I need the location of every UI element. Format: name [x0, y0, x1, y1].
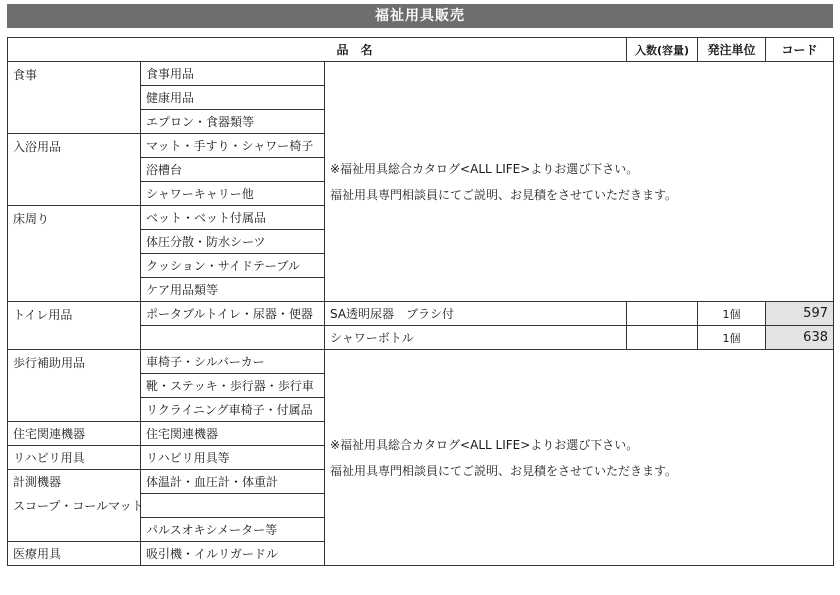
category-bed: 床周り — [8, 206, 141, 302]
category-meal: 食事 — [8, 62, 141, 134]
sub-item: ベット・ベット付属品 — [141, 206, 325, 230]
category-medical: 医療用具 — [8, 542, 141, 566]
category-rehab: リハビリ用具 — [8, 446, 141, 470]
sub-item: 健康用品 — [141, 86, 325, 110]
sub-item: クッション・サイドテーブル — [141, 254, 325, 278]
catalog-note-line1: ※福祉用具総合カタログ<ALL LIFE>よりお選び下さい。 — [330, 161, 639, 176]
category-scoop: スコープ・コールマット — [13, 499, 144, 513]
product-row — [8, 302, 834, 326]
sub-item: 車椅子・シルバーカー — [141, 350, 325, 374]
product-code: 638 — [766, 326, 834, 350]
product-code: 597 — [766, 302, 834, 326]
header-unit: 発注単位 — [698, 38, 766, 62]
category-empty — [8, 518, 141, 542]
category-toilet: トイレ用品 — [8, 302, 141, 350]
product-table — [7, 37, 834, 566]
sub-item: リハビリ用具等 — [141, 446, 325, 470]
header-code: コード — [766, 38, 834, 62]
product-unit: 1個 — [698, 326, 766, 350]
sub-item-empty — [141, 494, 325, 518]
sub-item: 住宅関連機器 — [141, 422, 325, 446]
sub-item: 吸引機・イルリガードル — [141, 542, 325, 566]
sub-item: エプロン・食器類等 — [141, 110, 325, 134]
header-name: 品 名 — [8, 38, 627, 62]
sub-item: 食事用品 — [141, 62, 325, 86]
sub-item: ケア用品類等 — [141, 278, 325, 302]
product-qty — [627, 326, 698, 350]
category-bath: 入浴用品 — [8, 134, 141, 206]
category-housing: 住宅関連機器 — [8, 422, 141, 446]
sub-item-empty — [141, 326, 325, 350]
sub-item: パルスオキシメーター等 — [141, 518, 325, 542]
sub-item: ポータブルトイレ・尿器・便器 — [141, 302, 325, 326]
sub-item: 体温計・血圧計・体重計 — [141, 470, 325, 494]
page-title: 福祉用具販売 — [7, 4, 833, 28]
product-qty — [627, 302, 698, 326]
header-row — [8, 38, 834, 62]
category-scoop-cell — [8, 494, 144, 518]
product-name: SA透明尿器 ブラシ付 — [325, 302, 627, 326]
sub-item: シャワーキャリー他 — [141, 182, 325, 206]
catalog-note-line2: 福祉用具専門相談員にてご説明、お見積をさせていただきます。 — [330, 463, 678, 478]
catalog-note-line1: ※福祉用具総合カタログ<ALL LIFE>よりお選び下さい。 — [330, 437, 639, 452]
header-qty: 入数(容量) — [627, 38, 698, 62]
catalog-note-top — [325, 62, 834, 302]
product-unit: 1個 — [698, 302, 766, 326]
catalog-note-line2: 福祉用具専門相談員にてご説明、お見積をさせていただきます。 — [330, 187, 678, 202]
sub-item: マット・手すり・シャワー椅子 — [141, 134, 325, 158]
sub-item: 体圧分散・防水シーツ — [141, 230, 325, 254]
sub-item: リクライニング車椅子・付属品 — [141, 398, 325, 422]
category-walk: 歩行補助用品 — [8, 350, 141, 422]
sub-item: 浴槽台 — [141, 158, 325, 182]
product-name: シャワーボトル — [325, 326, 627, 350]
sub-item: 靴・ステッキ・歩行器・歩行車 — [141, 374, 325, 398]
category-measure: 計測機器 — [8, 470, 141, 494]
catalog-note-bottom — [325, 350, 834, 566]
